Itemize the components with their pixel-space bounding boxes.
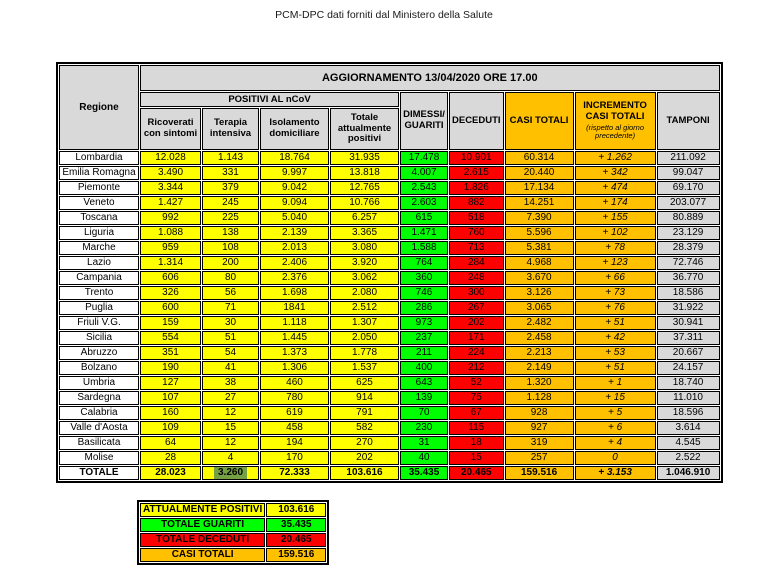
cell-tamponi: 4.545 bbox=[657, 436, 720, 450]
cell-casi_totali: 2.482 bbox=[505, 316, 574, 330]
cell-tamponi: 3.614 bbox=[657, 421, 720, 435]
cell-tamponi: 72.746 bbox=[657, 256, 720, 270]
table-row bbox=[59, 301, 720, 315]
cell-incremento: + 155 bbox=[575, 211, 656, 225]
cell-ricoverati: 606 bbox=[140, 271, 201, 285]
cell-isolamento: 72.333 bbox=[260, 466, 329, 480]
cell-incremento: + 123 bbox=[575, 256, 656, 270]
summary-row bbox=[140, 548, 326, 562]
cell-incremento: + 6 bbox=[575, 421, 656, 435]
cell-incremento: + 15 bbox=[575, 391, 656, 405]
cell-ricoverati: 107 bbox=[140, 391, 201, 405]
region-name: Emilia Romagna bbox=[59, 166, 139, 180]
cell-totale_positivi: 582 bbox=[330, 421, 399, 435]
cell-ricoverati: 28 bbox=[140, 451, 201, 465]
table-row bbox=[59, 241, 720, 255]
cell-isolamento: 619 bbox=[260, 406, 329, 420]
cell-deceduti: 760 bbox=[449, 226, 504, 240]
cell-ricoverati: 959 bbox=[140, 241, 201, 255]
cell-isolamento: 458 bbox=[260, 421, 329, 435]
update-banner: AGGIORNAMENTO 13/04/2020 ORE 17.00 bbox=[140, 65, 720, 91]
cell-isolamento: 1.118 bbox=[260, 316, 329, 330]
cell-totale_positivi: 914 bbox=[330, 391, 399, 405]
cell-incremento: + 1.262 bbox=[575, 151, 656, 165]
table-row bbox=[59, 391, 720, 405]
cell-isolamento: 9.094 bbox=[260, 196, 329, 210]
cell-deceduti: 202 bbox=[449, 316, 504, 330]
cell-totale_positivi: 270 bbox=[330, 436, 399, 450]
table-body bbox=[59, 151, 720, 480]
cell-deceduti: 1.826 bbox=[449, 181, 504, 195]
cell-incremento: + 5 bbox=[575, 406, 656, 420]
cell-casi_totali: 1.128 bbox=[505, 391, 574, 405]
summary-value: 159.516 bbox=[266, 548, 326, 562]
cell-isolamento: 2.139 bbox=[260, 226, 329, 240]
cell-totale_positivi: 3.080 bbox=[330, 241, 399, 255]
cell-tamponi: 80.889 bbox=[657, 211, 720, 225]
cell-isolamento: 460 bbox=[260, 376, 329, 390]
region-name: Sardegna bbox=[59, 391, 139, 405]
highlighted-total-terapia: 3.260 bbox=[214, 467, 247, 479]
positivi-group-header: POSITIVI AL nCoV bbox=[140, 92, 399, 107]
cell-deceduti: 171 bbox=[449, 331, 504, 345]
cell-deceduti: 518 bbox=[449, 211, 504, 225]
summary-table bbox=[139, 502, 327, 563]
cell-dimessi_guariti: 139 bbox=[400, 391, 448, 405]
cell-isolamento: 9.042 bbox=[260, 181, 329, 195]
cell-isolamento: 9.997 bbox=[260, 166, 329, 180]
cell-casi_totali: 2.458 bbox=[505, 331, 574, 345]
cell-casi_totali: 2.213 bbox=[505, 346, 574, 360]
cell-ricoverati: 12.028 bbox=[140, 151, 201, 165]
cell-deceduti: 882 bbox=[449, 196, 504, 210]
summary-body bbox=[140, 503, 326, 562]
covid-regions-table bbox=[56, 62, 723, 483]
cell-deceduti: 115 bbox=[449, 421, 504, 435]
region-name: Calabria bbox=[59, 406, 139, 420]
col-header-terapia: Terapia intensiva bbox=[202, 108, 259, 150]
cell-isolamento: 18.764 bbox=[260, 151, 329, 165]
table-row bbox=[59, 181, 720, 195]
cell-deceduti: 2.615 bbox=[449, 166, 504, 180]
cell-tamponi: 18.596 bbox=[657, 406, 720, 420]
cell-terapia: 41 bbox=[202, 361, 259, 375]
col-header-dimessi-guariti: DIMESSI/ GUARITI bbox=[400, 92, 448, 150]
cell-deceduti: 10.901 bbox=[449, 151, 504, 165]
cell-totale_positivi: 2.080 bbox=[330, 286, 399, 300]
cell-casi_totali: 14.251 bbox=[505, 196, 574, 210]
cell-casi_totali: 3.065 bbox=[505, 301, 574, 315]
col-header-ricoverati: Ricoverati con sintomi bbox=[140, 108, 201, 150]
cell-dimessi_guariti: 4.007 bbox=[400, 166, 448, 180]
cell-totale_positivi: 1.307 bbox=[330, 316, 399, 330]
summary-label: TOTALE GUARITI bbox=[140, 518, 265, 532]
cell-isolamento: 1.698 bbox=[260, 286, 329, 300]
cell-terapia: 56 bbox=[202, 286, 259, 300]
cell-totale_positivi: 1.778 bbox=[330, 346, 399, 360]
cell-dimessi_guariti: 615 bbox=[400, 211, 448, 225]
table-row bbox=[59, 166, 720, 180]
col-header-isolamento: Isolamento domiciliare bbox=[260, 108, 329, 150]
region-name: Veneto bbox=[59, 196, 139, 210]
cell-isolamento: 1.373 bbox=[260, 346, 329, 360]
cell-ricoverati: 3.344 bbox=[140, 181, 201, 195]
table-row bbox=[59, 256, 720, 270]
cell-isolamento: 170 bbox=[260, 451, 329, 465]
cell-dimessi_guariti: 1.588 bbox=[400, 241, 448, 255]
cell-dimessi_guariti: 35.435 bbox=[400, 466, 448, 480]
cell-dimessi_guariti: 230 bbox=[400, 421, 448, 435]
table-row bbox=[59, 421, 720, 435]
cell-casi_totali: 1.320 bbox=[505, 376, 574, 390]
cell-terapia: 200 bbox=[202, 256, 259, 270]
cell-incremento: + 4 bbox=[575, 436, 656, 450]
region-name: Marche bbox=[59, 241, 139, 255]
summary-value: 103.616 bbox=[266, 503, 326, 517]
total-row bbox=[59, 466, 720, 480]
cell-casi_totali: 4.968 bbox=[505, 256, 574, 270]
region-name: Puglia bbox=[59, 301, 139, 315]
region-name: Toscana bbox=[59, 211, 139, 225]
summary-row bbox=[140, 518, 326, 532]
table-row bbox=[59, 361, 720, 375]
region-name: Lombardia bbox=[59, 151, 139, 165]
cell-incremento: + 51 bbox=[575, 316, 656, 330]
cell-isolamento: 194 bbox=[260, 436, 329, 450]
cell-tamponi: 31.922 bbox=[657, 301, 720, 315]
cell-incremento: + 174 bbox=[575, 196, 656, 210]
cell-isolamento: 2.013 bbox=[260, 241, 329, 255]
cell-tamponi: 211.092 bbox=[657, 151, 720, 165]
table-row bbox=[59, 271, 720, 285]
cell-totale_positivi: 31.935 bbox=[330, 151, 399, 165]
table-row bbox=[59, 316, 720, 330]
cell-ricoverati: 159 bbox=[140, 316, 201, 330]
cell-ricoverati: 1.427 bbox=[140, 196, 201, 210]
cell-casi_totali: 3.670 bbox=[505, 271, 574, 285]
cell-terapia: 379 bbox=[202, 181, 259, 195]
cell-tamponi: 30.941 bbox=[657, 316, 720, 330]
region-name: Abruzzo bbox=[59, 346, 139, 360]
header-row-banner bbox=[59, 65, 720, 91]
table-row bbox=[59, 196, 720, 210]
cell-terapia: 51 bbox=[202, 331, 259, 345]
cell-dimessi_guariti: 2.603 bbox=[400, 196, 448, 210]
col-header-deceduti: DECEDUTI bbox=[449, 92, 504, 150]
cell-tamponi: 18.740 bbox=[657, 376, 720, 390]
cell-deceduti: 67 bbox=[449, 406, 504, 420]
cell-tamponi: 18.586 bbox=[657, 286, 720, 300]
summary-value: 20.465 bbox=[266, 533, 326, 547]
cell-dimessi_guariti: 973 bbox=[400, 316, 448, 330]
cell-terapia bbox=[202, 466, 259, 480]
cell-terapia: 80 bbox=[202, 271, 259, 285]
cell-casi_totali: 5.381 bbox=[505, 241, 574, 255]
table-row bbox=[59, 436, 720, 450]
cell-isolamento: 5.040 bbox=[260, 211, 329, 225]
cell-casi_totali: 257 bbox=[505, 451, 574, 465]
cell-tamponi: 1.046.910 bbox=[657, 466, 720, 480]
cell-terapia: 15 bbox=[202, 421, 259, 435]
cell-casi_totali: 159.516 bbox=[505, 466, 574, 480]
total-label: TOTALE bbox=[59, 466, 139, 480]
summary-label: TOTALE DECEDUTI bbox=[140, 533, 265, 547]
cell-deceduti: 300 bbox=[449, 286, 504, 300]
incremento-sublabel: (rispetto al giorno precedente) bbox=[586, 122, 645, 141]
cell-deceduti: 20.465 bbox=[449, 466, 504, 480]
table-row bbox=[59, 331, 720, 345]
cell-tamponi: 203.077 bbox=[657, 196, 720, 210]
page-title: PCM-DPC dati forniti dal Ministero della Salute bbox=[275, 9, 493, 21]
cell-ricoverati: 351 bbox=[140, 346, 201, 360]
cell-tamponi: 11.010 bbox=[657, 391, 720, 405]
cell-terapia: 331 bbox=[202, 166, 259, 180]
cell-terapia: 108 bbox=[202, 241, 259, 255]
cell-casi_totali: 927 bbox=[505, 421, 574, 435]
region-name: Trento bbox=[59, 286, 139, 300]
cell-tamponi: 99.047 bbox=[657, 166, 720, 180]
cell-totale_positivi: 12.765 bbox=[330, 181, 399, 195]
region-column-header: Regione bbox=[59, 65, 139, 150]
cell-isolamento: 2.376 bbox=[260, 271, 329, 285]
cell-terapia: 54 bbox=[202, 346, 259, 360]
cell-dimessi_guariti: 70 bbox=[400, 406, 448, 420]
region-name: Campania bbox=[59, 271, 139, 285]
cell-totale_positivi: 3.365 bbox=[330, 226, 399, 240]
cell-incremento: + 78 bbox=[575, 241, 656, 255]
cell-ricoverati: 1.088 bbox=[140, 226, 201, 240]
cell-terapia: 38 bbox=[202, 376, 259, 390]
cell-tamponi: 28.379 bbox=[657, 241, 720, 255]
cell-isolamento: 1.306 bbox=[260, 361, 329, 375]
table-row bbox=[59, 376, 720, 390]
cell-incremento: + 73 bbox=[575, 286, 656, 300]
cell-incremento: + 1 bbox=[575, 376, 656, 390]
region-name: Sicilia bbox=[59, 331, 139, 345]
region-name: Umbria bbox=[59, 376, 139, 390]
cell-dimessi_guariti: 40 bbox=[400, 451, 448, 465]
region-name: Piemonte bbox=[59, 181, 139, 195]
cell-tamponi: 69.170 bbox=[657, 181, 720, 195]
cell-totale_positivi: 2.512 bbox=[330, 301, 399, 315]
cell-incremento: + 342 bbox=[575, 166, 656, 180]
cell-dimessi_guariti: 2.543 bbox=[400, 181, 448, 195]
cell-incremento: + 102 bbox=[575, 226, 656, 240]
cell-deceduti: 248 bbox=[449, 271, 504, 285]
cell-totale_positivi: 2.050 bbox=[330, 331, 399, 345]
cell-incremento: + 76 bbox=[575, 301, 656, 315]
cell-ricoverati: 600 bbox=[140, 301, 201, 315]
region-name: Valle d'Aosta bbox=[59, 421, 139, 435]
cell-terapia: 30 bbox=[202, 316, 259, 330]
cell-incremento: + 474 bbox=[575, 181, 656, 195]
cell-casi_totali: 2.149 bbox=[505, 361, 574, 375]
cell-casi_totali: 20.440 bbox=[505, 166, 574, 180]
cell-deceduti: 284 bbox=[449, 256, 504, 270]
cell-casi_totali: 7.390 bbox=[505, 211, 574, 225]
cell-deceduti: 267 bbox=[449, 301, 504, 315]
cell-isolamento: 1841 bbox=[260, 301, 329, 315]
cell-dimessi_guariti: 400 bbox=[400, 361, 448, 375]
cell-ricoverati: 554 bbox=[140, 331, 201, 345]
cell-dimessi_guariti: 237 bbox=[400, 331, 448, 345]
cell-dimessi_guariti: 211 bbox=[400, 346, 448, 360]
region-name: Molise bbox=[59, 451, 139, 465]
cell-incremento: + 3.153 bbox=[575, 466, 656, 480]
cell-ricoverati: 3.490 bbox=[140, 166, 201, 180]
cell-incremento: 0 bbox=[575, 451, 656, 465]
summary-row bbox=[140, 533, 326, 547]
covid-table bbox=[58, 64, 721, 481]
cell-deceduti: 713 bbox=[449, 241, 504, 255]
cell-totale_positivi: 3.062 bbox=[330, 271, 399, 285]
cell-terapia: 138 bbox=[202, 226, 259, 240]
cell-incremento: + 42 bbox=[575, 331, 656, 345]
incremento-label: INCREMENTO CASI TOTALI bbox=[583, 99, 647, 122]
cell-terapia: 225 bbox=[202, 211, 259, 225]
cell-ricoverati: 160 bbox=[140, 406, 201, 420]
cell-totale_positivi: 625 bbox=[330, 376, 399, 390]
col-header-incremento bbox=[575, 92, 656, 150]
cell-ricoverati: 992 bbox=[140, 211, 201, 225]
cell-terapia: 12 bbox=[202, 436, 259, 450]
header-row-groups bbox=[59, 92, 720, 107]
summary-row bbox=[140, 503, 326, 517]
cell-totale_positivi: 3.920 bbox=[330, 256, 399, 270]
cell-totale_positivi: 10.766 bbox=[330, 196, 399, 210]
cell-dimessi_guariti: 764 bbox=[400, 256, 448, 270]
summary-label: CASI TOTALI bbox=[140, 548, 265, 562]
cell-dimessi_guariti: 643 bbox=[400, 376, 448, 390]
table-row bbox=[59, 211, 720, 225]
cell-ricoverati: 326 bbox=[140, 286, 201, 300]
cell-ricoverati: 28.023 bbox=[140, 466, 201, 480]
cell-isolamento: 2.406 bbox=[260, 256, 329, 270]
region-name: Liguria bbox=[59, 226, 139, 240]
col-header-totale-positivi: Totale attualmente positivi bbox=[330, 108, 399, 150]
cell-terapia: 245 bbox=[202, 196, 259, 210]
table-row bbox=[59, 346, 720, 360]
cell-tamponi: 23.129 bbox=[657, 226, 720, 240]
region-name: Friuli V.G. bbox=[59, 316, 139, 330]
cell-casi_totali: 5.596 bbox=[505, 226, 574, 240]
cell-deceduti: 212 bbox=[449, 361, 504, 375]
cell-terapia: 71 bbox=[202, 301, 259, 315]
table-row bbox=[59, 406, 720, 420]
table-row bbox=[59, 226, 720, 240]
col-header-tamponi: TAMPONI bbox=[657, 92, 720, 150]
col-header-casi-totali: CASI TOTALI bbox=[505, 92, 574, 150]
cell-casi_totali: 60.314 bbox=[505, 151, 574, 165]
cell-dimessi_guariti: 31 bbox=[400, 436, 448, 450]
cell-deceduti: 52 bbox=[449, 376, 504, 390]
cell-terapia: 12 bbox=[202, 406, 259, 420]
cell-deceduti: 15 bbox=[449, 451, 504, 465]
cell-isolamento: 1.445 bbox=[260, 331, 329, 345]
cell-totale_positivi: 103.616 bbox=[330, 466, 399, 480]
cell-incremento: + 53 bbox=[575, 346, 656, 360]
cell-tamponi: 37.311 bbox=[657, 331, 720, 345]
table-row bbox=[59, 286, 720, 300]
cell-totale_positivi: 1.537 bbox=[330, 361, 399, 375]
summary-value: 35.435 bbox=[266, 518, 326, 532]
cell-dimessi_guariti: 17.478 bbox=[400, 151, 448, 165]
cell-tamponi: 24.157 bbox=[657, 361, 720, 375]
cell-deceduti: 75 bbox=[449, 391, 504, 405]
cell-casi_totali: 319 bbox=[505, 436, 574, 450]
cell-totale_positivi: 202 bbox=[330, 451, 399, 465]
table-row bbox=[59, 451, 720, 465]
cell-ricoverati: 127 bbox=[140, 376, 201, 390]
cell-deceduti: 18 bbox=[449, 436, 504, 450]
cell-ricoverati: 64 bbox=[140, 436, 201, 450]
cell-dimessi_guariti: 286 bbox=[400, 301, 448, 315]
cell-dimessi_guariti: 1.471 bbox=[400, 226, 448, 240]
cell-casi_totali: 928 bbox=[505, 406, 574, 420]
cell-terapia: 27 bbox=[202, 391, 259, 405]
table-row bbox=[59, 151, 720, 165]
cell-totale_positivi: 6.257 bbox=[330, 211, 399, 225]
cell-terapia: 4 bbox=[202, 451, 259, 465]
cell-incremento: + 66 bbox=[575, 271, 656, 285]
summary-label: ATTUALMENTE POSITIVI bbox=[140, 503, 265, 517]
cell-tamponi: 2.522 bbox=[657, 451, 720, 465]
cell-incremento: + 51 bbox=[575, 361, 656, 375]
cell-ricoverati: 190 bbox=[140, 361, 201, 375]
region-name: Bolzano bbox=[59, 361, 139, 375]
cell-isolamento: 780 bbox=[260, 391, 329, 405]
cell-tamponi: 20.667 bbox=[657, 346, 720, 360]
cell-ricoverati: 1.314 bbox=[140, 256, 201, 270]
cell-ricoverati: 109 bbox=[140, 421, 201, 435]
summary-box bbox=[137, 500, 329, 565]
cell-terapia: 1.143 bbox=[202, 151, 259, 165]
cell-deceduti: 224 bbox=[449, 346, 504, 360]
cell-casi_totali: 3.126 bbox=[505, 286, 574, 300]
cell-casi_totali: 17.134 bbox=[505, 181, 574, 195]
region-name: Basilicata bbox=[59, 436, 139, 450]
cell-totale_positivi: 13.818 bbox=[330, 166, 399, 180]
cell-dimessi_guariti: 360 bbox=[400, 271, 448, 285]
cell-dimessi_guariti: 746 bbox=[400, 286, 448, 300]
region-name: Lazio bbox=[59, 256, 139, 270]
cell-tamponi: 36.770 bbox=[657, 271, 720, 285]
cell-totale_positivi: 791 bbox=[330, 406, 399, 420]
